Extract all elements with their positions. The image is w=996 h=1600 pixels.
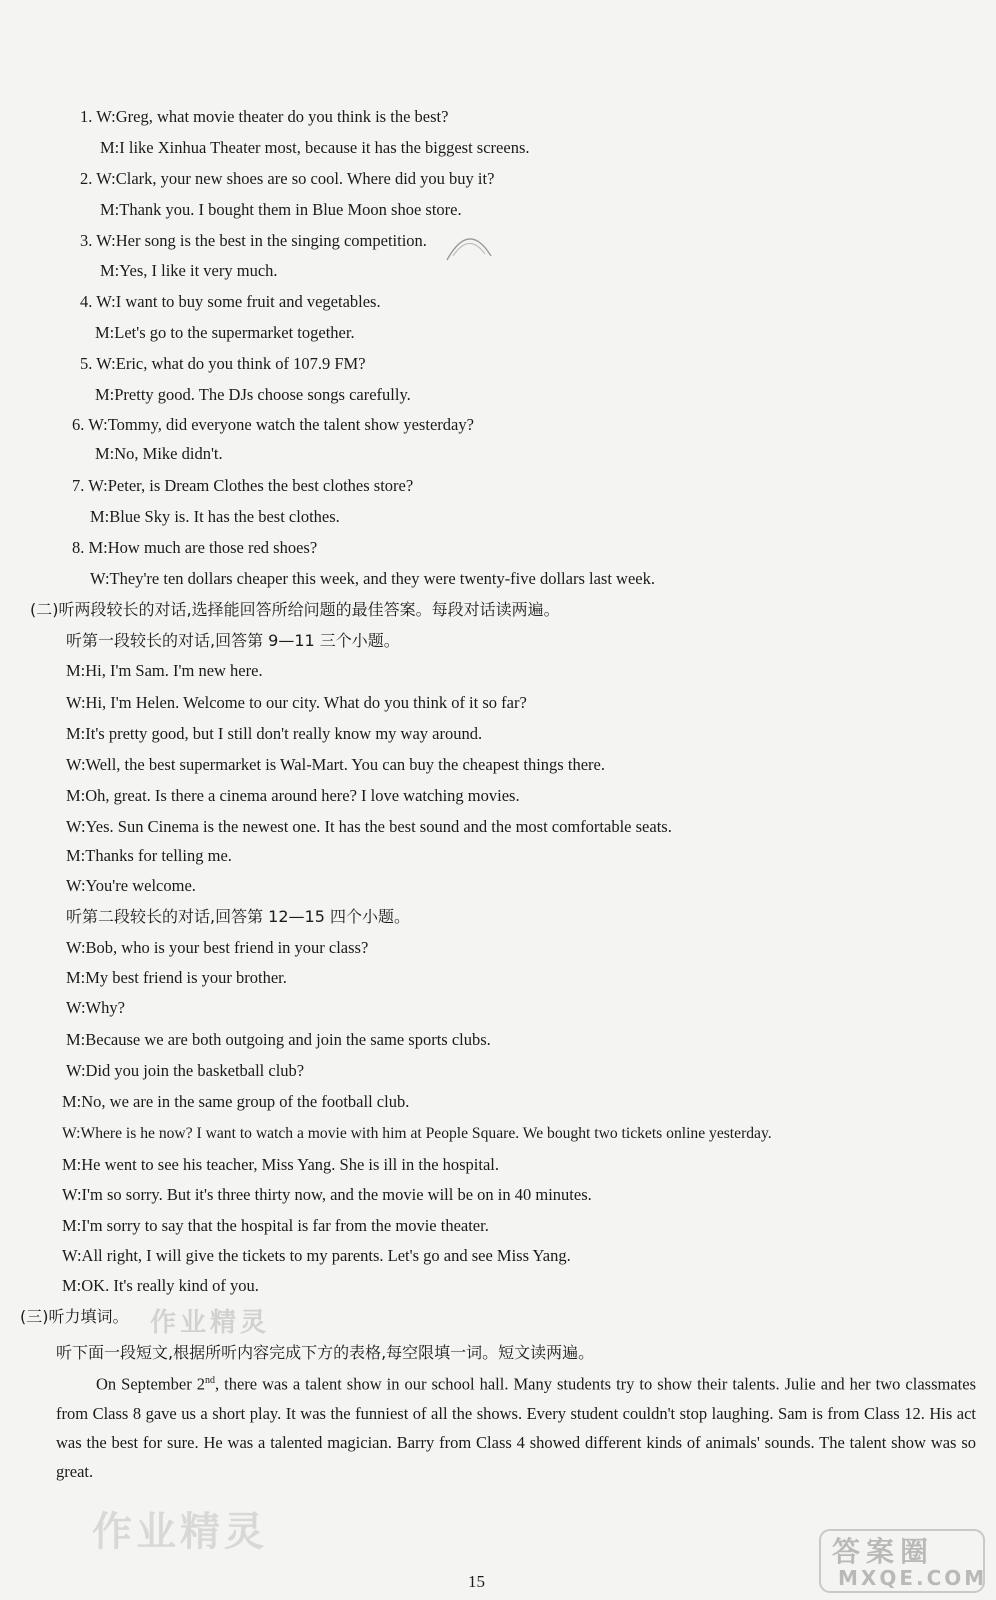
conversation-intro: 听第二段较长的对话,回答第 12—15 四个小题。 [66,907,410,926]
dialogue-line: W:They're ten dollars cheaper this week, and they were twenty-five dollars last week. [90,569,655,588]
conversation-line: W:Well, the best supermarket is Wal-Mart. You can buy the cheapest things there. [66,755,605,774]
conversation-line: M:He went to see his teacher, Miss Yang. She is ill in the hospital. [62,1155,500,1174]
conversation-line: W:You're welcome. [66,876,196,895]
watermark-text: 作业精灵 [150,1308,271,1338]
dialogue-line: M:Yes, I like it very much. [100,261,278,280]
dialogue-line: M:Blue Sky is. It has the best clothes. [90,507,340,526]
conversation-line: W:Bob, who is your best friend in your class? [66,938,369,957]
passage-paragraph [56,1366,976,1486]
conversation-line: W:Where is he now? I want to watch a movie with him at People Square. We bought two tickets online yesterday. [62,1125,772,1142]
logo-text: 答案圈 [832,1535,935,1568]
logo-url: MXQE.COM [838,1566,988,1590]
dialogue-line: M:Pretty good. The DJs choose songs carefully. [95,385,411,404]
site-logo [818,1528,986,1594]
conversation-line: W:Did you join the basketball club? [66,1061,305,1080]
ordinal-suffix: nd [205,1375,216,1386]
section-instruction: 听下面一段短文,根据所听内容完成下方的表格,每空限填一词。短文读两遍。 [56,1343,595,1362]
dialogue-line: 3. W:Her song is the best in the singing competition. [80,231,427,250]
dialogue-line: M:No, Mike didn't. [95,444,223,463]
conversation-line: M:Hi, I'm Sam. I'm new here. [66,661,263,680]
dialogue-line: M:Thank you. I bought them in Blue Moon shoe store. [100,200,462,219]
conversation-line: W:Hi, I'm Helen. Welcome to our city. What do you think of it so far? [66,693,527,712]
dialogue-line: 5. W:Eric, what do you think of 107.9 FM? [80,354,366,373]
conversation-line: M:Oh, great. Is there a cinema around here? I love watching movies. [66,786,520,805]
conversation-line: M:It's pretty good, but I still don't really know my way around. [66,724,483,743]
conversation-line: W:I'm so sorry. But it's three thirty now, and the movie will be on in 40 minutes. [62,1185,592,1204]
dialogue-line: 2. W:Clark, your new shoes are so cool. Where did you buy it? [80,169,495,188]
section-heading: (三)听力填词。 [20,1307,129,1326]
conversation-line: M:Thanks for telling me. [66,846,232,865]
dialogue-line: 8. M:How much are those red shoes? [72,538,318,557]
conversation-line: M:I'm sorry to say that the hospital is far from the movie theater. [62,1216,489,1235]
passage-text: On September 2 [96,1374,206,1394]
stamp-mark [443,226,495,266]
watermark-text: 作业精灵 [92,1509,268,1555]
conversation-line: M:No, we are in the same group of the football club. [62,1092,410,1111]
dialogue-line: 1. W:Greg, what movie theater do you think is the best? [80,107,449,126]
conversation-line: W:All right, I will give the tickets to my parents. Let's go and see Miss Yang. [62,1246,571,1265]
conversation-line: M:My best friend is your brother. [66,968,287,987]
dialogue-line: 4. W:I want to buy some fruit and vegetables. [80,292,381,311]
dialogue-line: 7. W:Peter, is Dream Clothes the best clothes store? [72,476,414,495]
conversation-line: W:Why? [66,998,125,1017]
conversation-intro: 听第一段较长的对话,回答第 9—11 三个小题。 [66,631,400,650]
conversation-line: W:Yes. Sun Cinema is the newest one. It has the best sound and the most comfortable seats. [66,817,672,836]
dialogue-line: M:Let's go to the supermarket together. [95,323,355,342]
conversation-line: M:OK. It's really kind of you. [62,1276,259,1295]
section-heading: (二)听两段较长的对话,选择能回答所给问题的最佳答案。每段对话读两遍。 [30,600,560,619]
dialogue-line: 6. W:Tommy, did everyone watch the talent show yesterday? [72,415,474,434]
passage-text: , there was a talent show in our school hall. Many students try to show their talents. Julie and her two classmates from Class 8 gave us a short play. It was the funniest of all the shows. Every student couldn't stop laughing. Sam is from Class 12. His act was the best for sure. He was a talented magician. Barry from Class 4 showed different kinds of animals' sounds. The talent show was so great. [56,1374,976,1481]
dialogue-line: M:I like Xinhua Theater most, because it has the biggest screens. [100,138,530,157]
conversation-line: M:Because we are both outgoing and join the same sports clubs. [66,1030,491,1049]
page-number: 15 [468,1572,485,1591]
